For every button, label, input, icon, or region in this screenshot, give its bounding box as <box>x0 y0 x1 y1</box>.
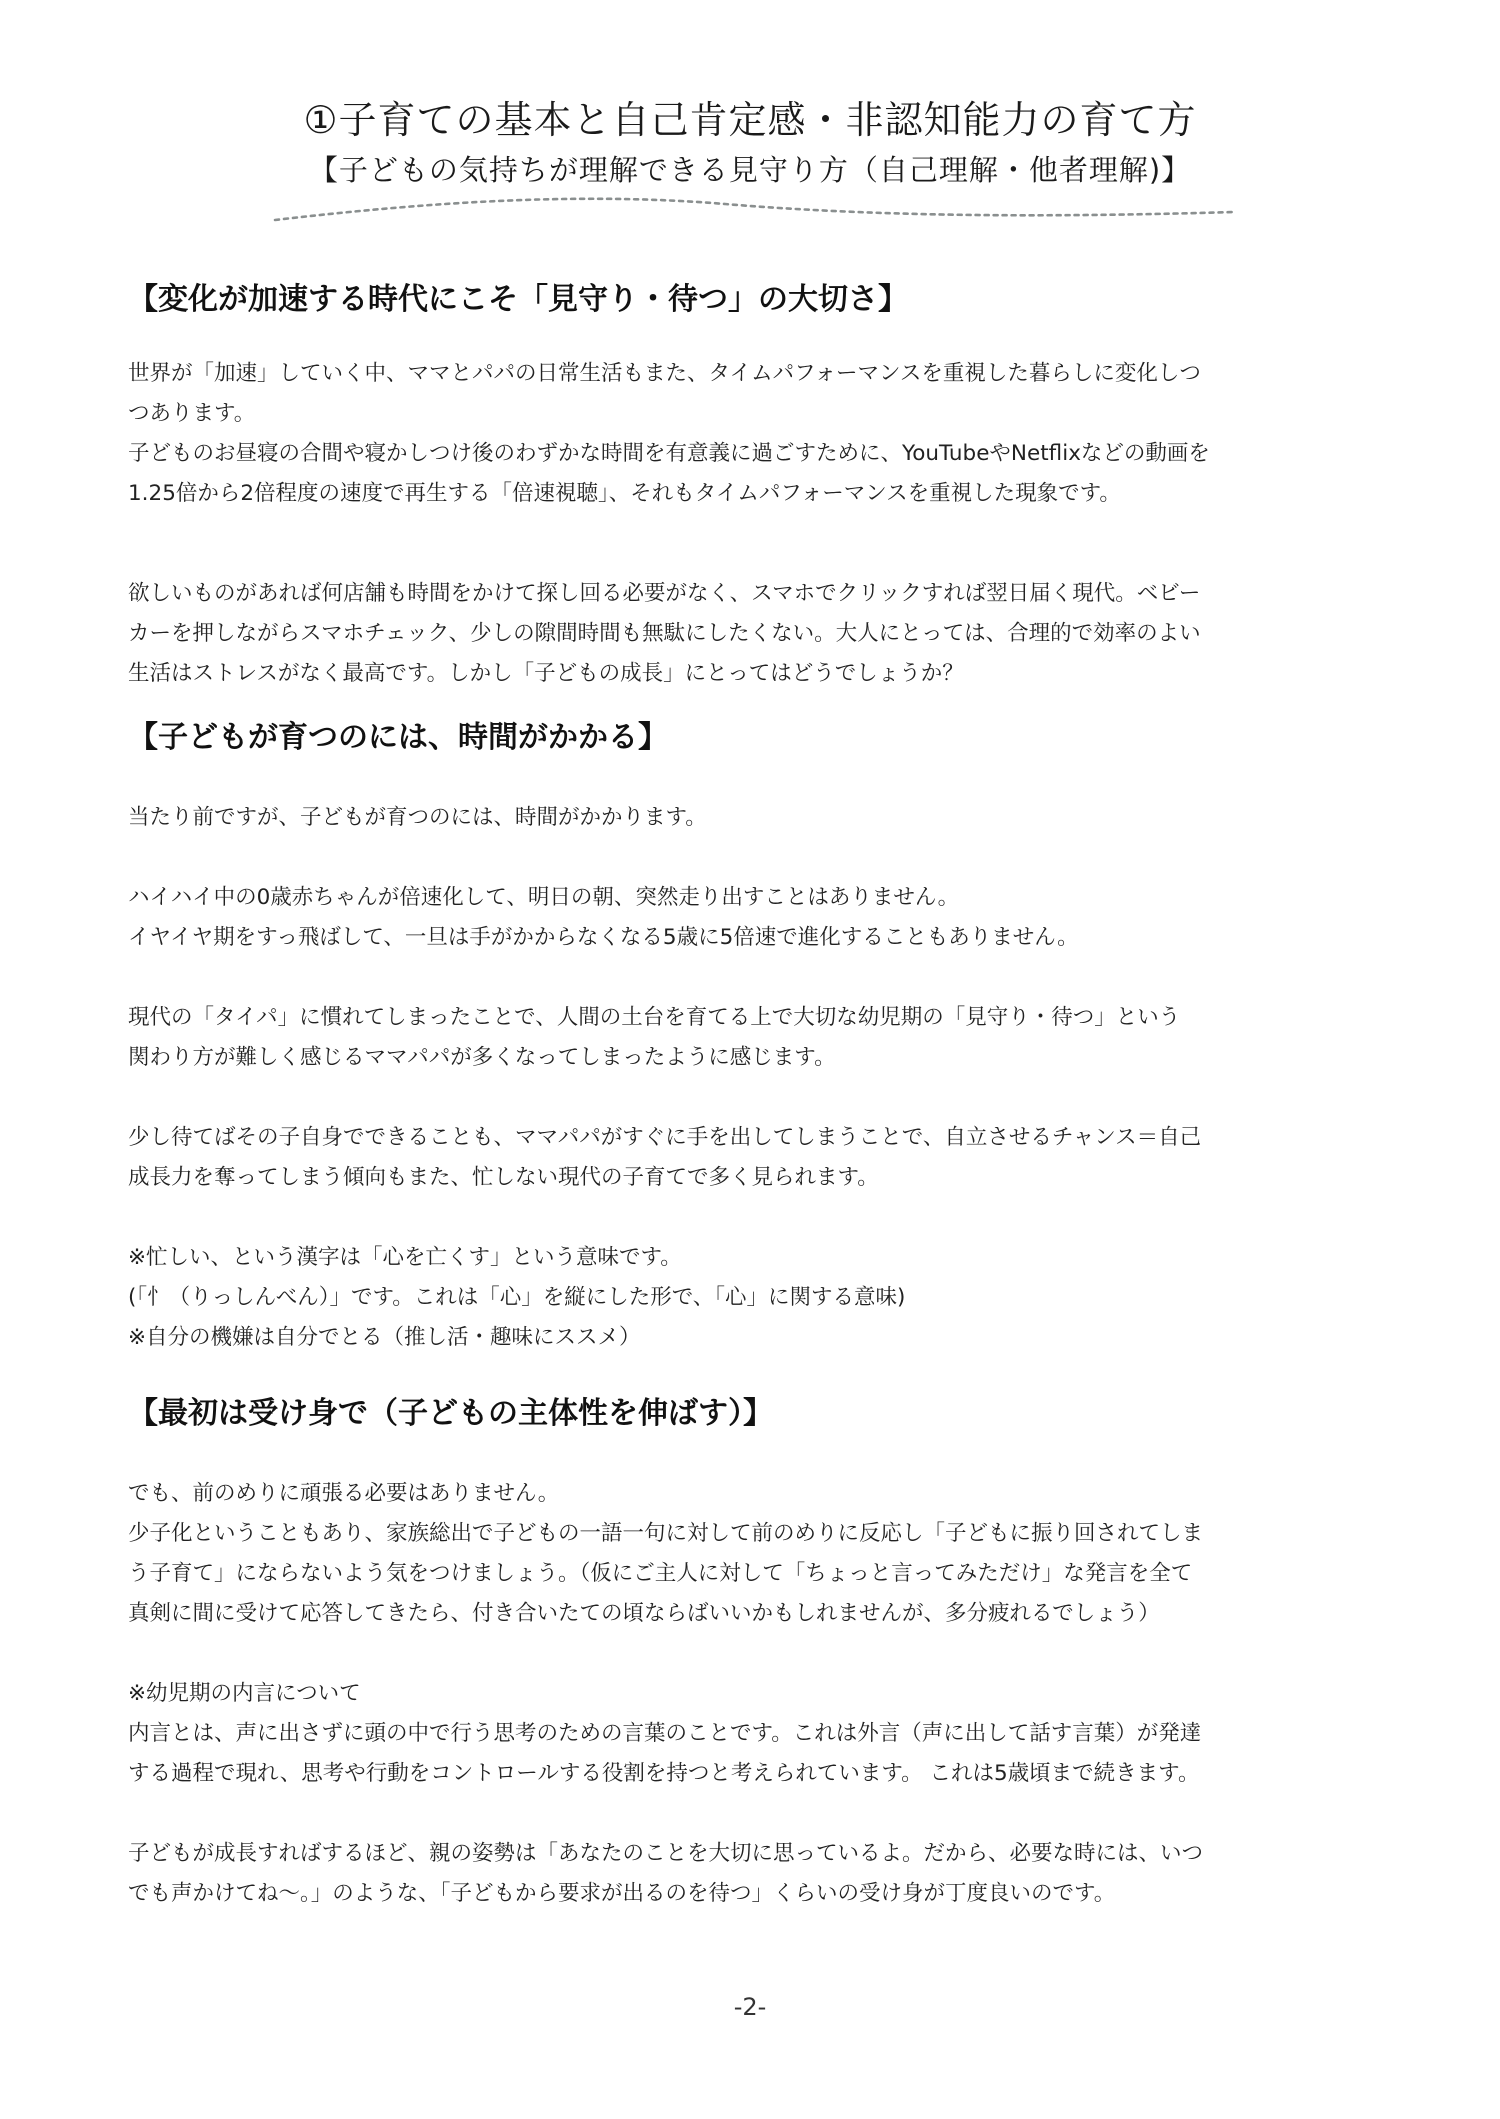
text-line: 生活はストレスがなく最高です。しかし「子どもの成長」にとってはどうでしょうか？ <box>128 661 964 686</box>
paragraph <box>128 878 1393 958</box>
text-line: つあります。 <box>128 401 256 426</box>
section-heading: 【変化が加速する時代にこそ「見守り・待つ」の大切さ】 <box>128 282 908 317</box>
text-line: でも、前のめりに頑張る必要はありません。 <box>128 1481 560 1506</box>
text-line: 子どものお昼寝の合間や寝かしつけ後のわずかな時間を有意義に過ごすために、YouTubeやNetflixなどの動画を <box>128 441 1210 466</box>
paragraph <box>128 1118 1393 1198</box>
text-line: でも声かけてね〜。」のような、「子どもから要求が出るのを待つ」くらいの受け身が丁度良いのです。 <box>128 1881 1116 1906</box>
page-subtitle: 【子どもの気持ちが理解できる見守り方（自己理解・他者理解)】 <box>308 153 1192 187</box>
text-line: 少し待てばその子自身でできることも、ママパパがすぐに手を出してしまうことで、自立させるチャンス＝自己 <box>128 1125 1202 1150</box>
section-heading: 【最初は受け身で（子どもの主体性を伸ばす）】 <box>128 1396 773 1431</box>
text-line: 内言とは、声に出さずに頭の中で行う思考のための言葉のことです。これは外言（声に出して話す言葉）が発達 <box>128 1721 1202 1746</box>
text-line: する過程で現れ、思考や行動をコントロールする役割を持つと考えられています。 これは5歳頃まで続きます。 <box>128 1761 1200 1786</box>
page-title: ①子育ての基本と自己肯定感・非認知能力の育て方 <box>303 98 1197 142</box>
text-line: う子育て」にならないよう気をつけましょう。（仮にご主人に対して「ちょっと言ってみただけ」な発言を全て <box>128 1561 1193 1586</box>
page-number: -2- <box>733 1993 767 2021</box>
text-line: ハイハイ中の0歳赤ちゃんが倍速化して、明日の朝、突然走り出すことはありません。 <box>128 885 960 910</box>
paragraph <box>128 1834 1393 1914</box>
text-line: ※幼児期の内言について <box>128 1681 361 1706</box>
text-line: 子どもが成長すればするほど、親の姿勢は「あなたのことを大切に思っているよ。だから、必要な時には、いつ <box>128 1841 1204 1866</box>
text-line: 1.25倍から2倍程度の速度で再生する「倍速視聴」、それもタイムパフォーマンスを重視した現象です。 <box>128 481 1121 506</box>
text-line: 現代の「タイパ」に慣れてしまったことで、人間の土台を育てる上で大切な幼児期の「見守り・待つ」という <box>128 1005 1181 1030</box>
decorative-wavy-divider <box>270 192 1240 228</box>
text-line: 少子化ということもあり、家族総出で子どもの一語一句に対して前のめりに反応し「子どもに振り回されてしま <box>128 1521 1204 1546</box>
text-line: 成長力を奪ってしまう傾向もまた、忙しない現代の子育てで多く見られます。 <box>128 1165 879 1190</box>
paragraph <box>128 574 1393 694</box>
text-line: イヤイヤ期をすっ飛ばして、一旦は手がかからなくなる5歳に5倍速で進化することもありません。 <box>128 925 1079 950</box>
text-line: カーを押しながらスマホチェック、少しの隙間時間も無駄にしたくない。大人にとっては、合理的で効率のよい <box>128 621 1201 646</box>
text-line: (「忄（りっしんべん）」です。これは「心」を縦にした形で、「心」に関する意味) <box>128 1285 906 1310</box>
text-line: ※自分の機嫌は自分でとる（推し活・趣味にススメ） <box>128 1325 641 1350</box>
text-line: 欲しいものがあれば何店舗も時間をかけて探し回る必要がなく、スマホでクリックすれば翌日届く現代。ベビー <box>128 581 1201 606</box>
paragraph <box>128 1238 1393 1358</box>
paragraph <box>128 1674 1393 1794</box>
text-line: 真剣に間に受けて応答してきたら、付き合いたての頃ならばいいかもしれませんが、多分疲れるでしょう） <box>128 1601 1160 1626</box>
paragraph <box>128 354 1393 514</box>
text-line: ※忙しい、という漢字は「心を亡くす」という意味です。 <box>128 1245 682 1270</box>
paragraph <box>128 798 1393 838</box>
paragraph <box>128 1474 1393 1634</box>
text-line: 当たり前ですが、子どもが育つのには、時間がかかります。 <box>128 805 707 830</box>
text-line: 関わり方が難しく感じるママパパが多くなってしまったように感じます。 <box>128 1045 836 1070</box>
paragraph <box>128 998 1393 1078</box>
text-line: 世界が「加速」していく中、ママとパパの日常生活もまた、タイムパフォーマンスを重視した暮らしに変化しつ <box>128 361 1201 386</box>
section-heading: 【子どもが育つのには、時間がかかる】 <box>128 720 668 755</box>
